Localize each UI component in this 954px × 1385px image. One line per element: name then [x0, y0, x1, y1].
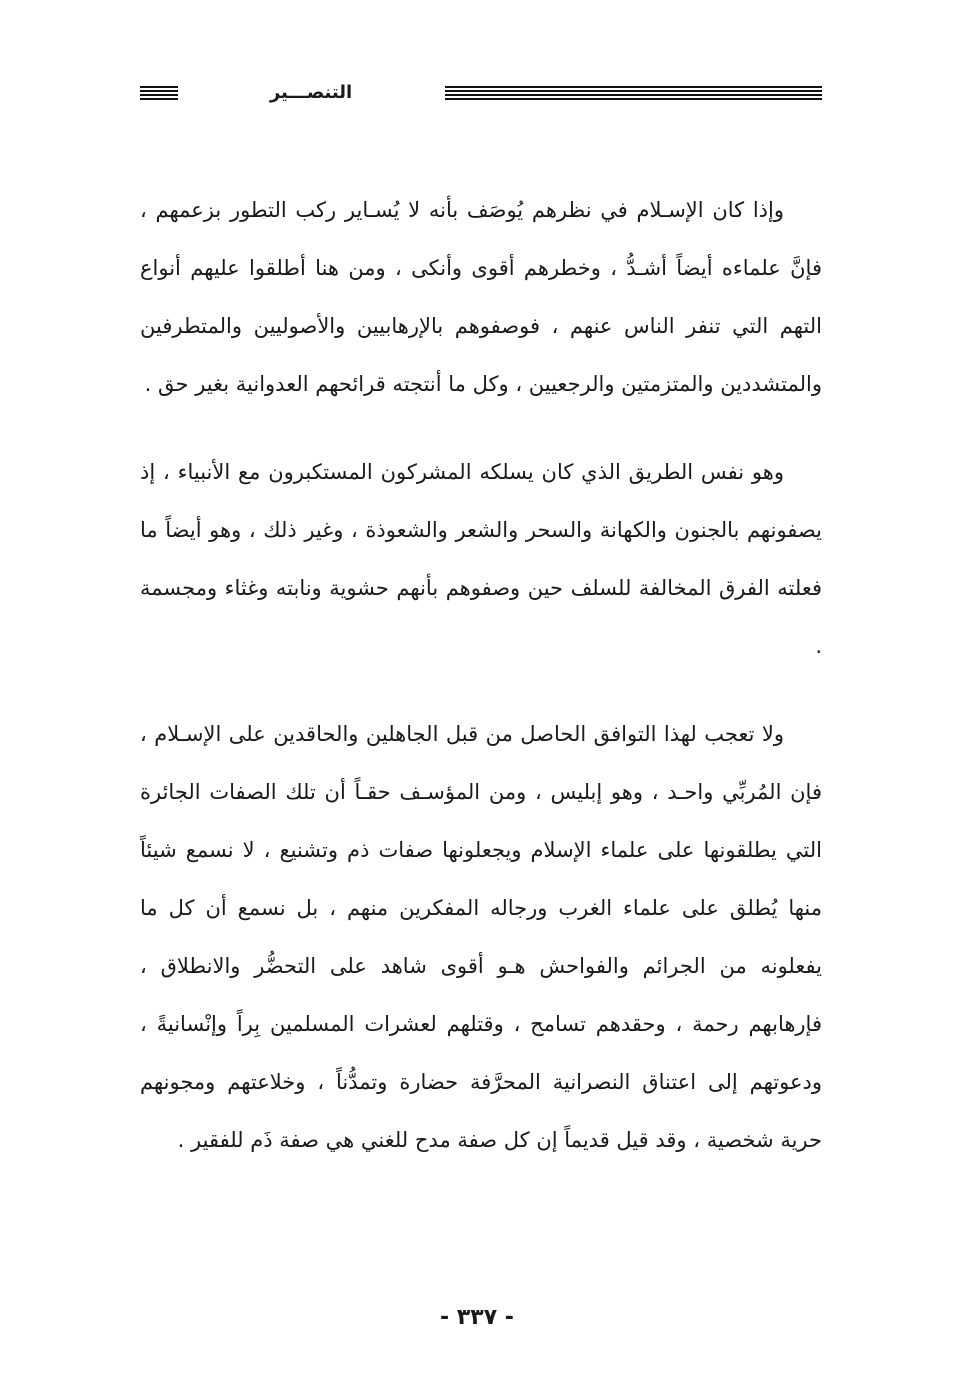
paragraph-2: وهو نفس الطريق الذي كان يسلكه المشركون المستكبرون مع الأنبياء ، إذ يصفونهم بالجنون والكهانة والسحر والشعر والشعوذة ، وغير ذلك ، وهو أيضاً ما فعلته الفرق المخالفة للسلف حين وصفوهم بأنهم حشوية ونابته وغثاء ومجسمة . — [140, 460, 822, 658]
paragraph-3: ولا تعجب لهذا التوافق الحاصل من قبل الجاهلين والحاقدين على الإسـلام ، فإن المُربِّي واحـد ، وهو إبليس ، ومن المؤسـف حقـاً أن تلك الصفات الجائرة التي يطلقونها على علماء الإسلام ويجعلونها صفات ذم وتشنيع ، لا نسمع شيئاً منها يُطلق على علماء الغرب ورجاله المفكرين منهم ، بل نسمع أن كل ما يفعلونه من الجرائم والفواحش هـو أقوى شاهد على التحضُّر والانطلاق ، فإرهابهم رحمة ، وحقدهم تسامح ، وقتلهم لعشرات المسلمين بِراً وإنْسانيةً ، ودعوتهم إلى اعتناق النصرانية المحرَّفة حضارة وتمدُّناً ، وخلاعتهم ومجونهم حرية شخصية ، وقد قيل قديماً إن كل صفة مدح للغني هي صفة ذَم للفقير . — [140, 722, 822, 1152]
header-decorative-rule-right — [445, 86, 822, 100]
header-decorative-rule-left — [140, 86, 178, 100]
running-header — [140, 78, 822, 108]
body-text — [140, 181, 822, 1199]
header-title: التنصـــير — [269, 82, 353, 103]
page-number: - ٣٣٧ - — [440, 1305, 514, 1330]
paragraph-1: وإذا كان الإسـلام في نظرهم يُوصَف بأنه لا يُسـاير ركب التطور بزعمهم ، فإنَّ علماءه أيضاً أشـدُّ ، وخطرهم أقوى وأنكى ، ومن هنا أطلقوا عليهم أنواع التهم التي تنفر الناس عنهم ، فوصفوهم بالإرهابيين والأصوليين والمتطرفين والمتشددين والمتزمتين والرجعيين ، وكل ما أنتجته قرائحهم العدوانية بغير حق . — [140, 198, 822, 396]
